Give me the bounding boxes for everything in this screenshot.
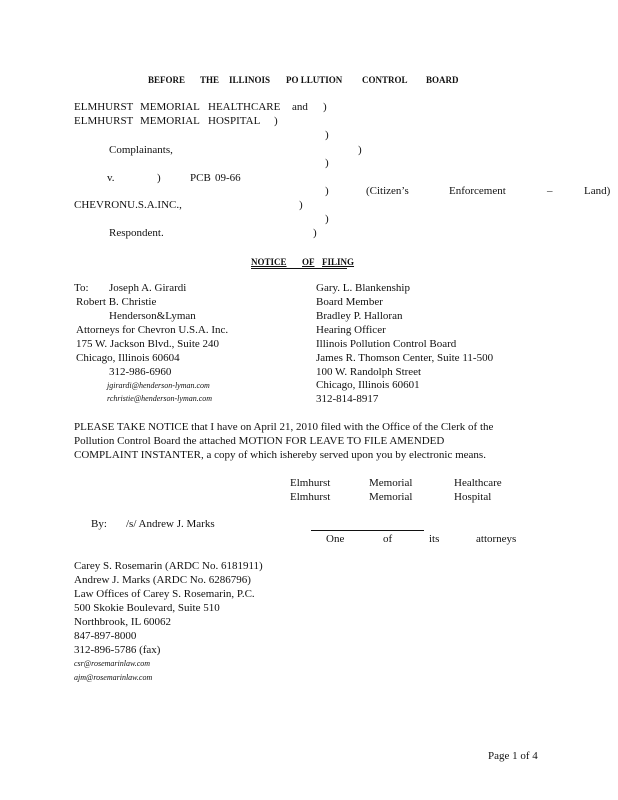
service-right-phone: 312-814-8917 xyxy=(316,393,379,405)
signature-caption: its xyxy=(429,533,440,545)
service-right-line: 100 W. Randolph Street xyxy=(316,366,422,378)
client-name: Hospital xyxy=(454,491,492,503)
notice-title-word: NOTICE xyxy=(251,257,287,267)
caption-paren: ) xyxy=(313,227,317,239)
page-number: Page 1 of 4 xyxy=(488,750,538,762)
notice-body-line: PLEASE TAKE NOTICE that I have on April 21, 2010 filed with the Office of the Clerk of the xyxy=(74,421,494,433)
service-left-line: Joseph A. Girardi xyxy=(109,282,187,294)
service-right-line: Bradley P. Halloran xyxy=(316,310,403,322)
caption-text: HOSPITAL xyxy=(208,115,261,127)
notice-title-word: FILING xyxy=(322,257,355,267)
notice-title-word: OF xyxy=(302,257,315,267)
client-name: Memorial xyxy=(369,477,413,489)
header-word: BEFORE xyxy=(148,75,186,85)
service-right-line: Hearing Officer xyxy=(316,324,386,336)
service-left-line: 175 W. Jackson Blvd., Suite 240 xyxy=(76,338,220,350)
caption-text: MEMORIAL xyxy=(140,101,200,113)
caption-paren: ) xyxy=(325,157,329,169)
client-name: Elmhurst xyxy=(290,477,331,489)
caption-paren: ) xyxy=(157,172,161,184)
service-left-line: Henderson&Lyman xyxy=(109,310,196,322)
signature-line xyxy=(311,530,424,531)
caption-paren: ) xyxy=(274,115,278,127)
service-right-line: Chicago, Illinois 60601 xyxy=(316,379,420,391)
counsel-line: Carey S. Rosemarin (ARDC No. 6181911) xyxy=(74,560,263,572)
counsel-line: Northbrook, IL 60062 xyxy=(74,616,172,628)
caption-paren: ) xyxy=(325,213,329,225)
respondent-name: CHEVRONU.S.A.INC., xyxy=(74,199,182,211)
signature-caption: attorneys xyxy=(476,533,517,545)
service-right-line: Illinois Pollution Control Board xyxy=(316,338,457,350)
to-label: To: xyxy=(74,282,89,294)
versus-label: v. xyxy=(107,172,115,184)
header-word: ILLINOIS xyxy=(229,75,271,85)
caption-paren: ) xyxy=(323,101,327,113)
pcb-label: PCB xyxy=(190,172,211,184)
service-right-line: Gary. L. Blankenship xyxy=(316,282,410,294)
counsel-phone: 847-897-8000 xyxy=(74,630,137,642)
counsel-line: Law Offices of Carey S. Rosemarin, P.C. xyxy=(74,588,255,600)
email-link[interactable]: ajm@rosemarinlaw.com xyxy=(74,673,153,682)
service-left-line: Attorneys for Chevron U.S.A. Inc. xyxy=(76,324,229,336)
caption-text: and xyxy=(292,101,308,113)
notice-title-underline xyxy=(251,268,347,269)
notice-body-line: Pollution Control Board the attached MOTION FOR LEAVE TO FILE AMENDED xyxy=(74,435,445,447)
signature-text: /s/ Andrew J. Marks xyxy=(126,518,215,530)
caption-text: ELMHURST xyxy=(74,115,134,127)
service-left-phone: 312-986-6960 xyxy=(109,366,172,378)
client-name: Healthcare xyxy=(454,477,502,489)
header-word: PO LLUTION xyxy=(286,75,343,85)
complainants-label: Complainants, xyxy=(109,144,173,156)
case-type-text: Land) xyxy=(584,185,611,197)
signature-caption: of xyxy=(383,533,393,545)
header-word: BOARD xyxy=(426,75,459,85)
counsel-fax: 312-896-5786 (fax) xyxy=(74,644,161,656)
caption-text: MEMORIAL xyxy=(140,115,200,127)
counsel-line: 500 Skokie Boulevard, Suite 510 xyxy=(74,602,220,614)
caption-text: HEALTHCARE xyxy=(208,101,281,113)
email-link[interactable]: rchristie@henderson-lyman.com xyxy=(107,394,213,403)
by-label: By: xyxy=(91,518,107,530)
client-name: Elmhurst xyxy=(290,491,331,503)
case-type-text: Enforcement xyxy=(449,185,506,197)
case-type-text: (Citizen’s xyxy=(366,185,409,197)
service-right-line: Board Member xyxy=(316,296,383,308)
notice-body-line: COMPLAINT INSTANTER, a copy of which ishereby served upon you by electronic means. xyxy=(74,449,486,461)
service-left-line: Chicago, Illinois 60604 xyxy=(76,352,180,364)
signature-caption: One xyxy=(326,533,345,545)
email-link[interactable]: csr@rosemarinlaw.com xyxy=(74,659,151,668)
header-word: CONTROL xyxy=(362,75,408,85)
client-name: Memorial xyxy=(369,491,413,503)
header-word: THE xyxy=(200,75,220,85)
email-link[interactable]: jgirardi@henderson-lyman.com xyxy=(107,381,210,390)
caption-paren: ) xyxy=(358,144,362,156)
caption-paren: ) xyxy=(325,129,329,141)
service-left-line: Robert B. Christie xyxy=(76,296,157,308)
case-type-text: – xyxy=(547,185,553,197)
service-right-line: James R. Thomson Center, Suite 11-500 xyxy=(316,352,494,364)
counsel-line: Andrew J. Marks (ARDC No. 6286796) xyxy=(74,574,251,586)
caption-paren: ) xyxy=(299,199,303,211)
case-number: 09-66 xyxy=(215,172,241,184)
caption-text: ELMHURST xyxy=(74,101,134,113)
respondent-label: Respondent. xyxy=(109,227,164,239)
caption-paren: ) xyxy=(325,185,329,197)
